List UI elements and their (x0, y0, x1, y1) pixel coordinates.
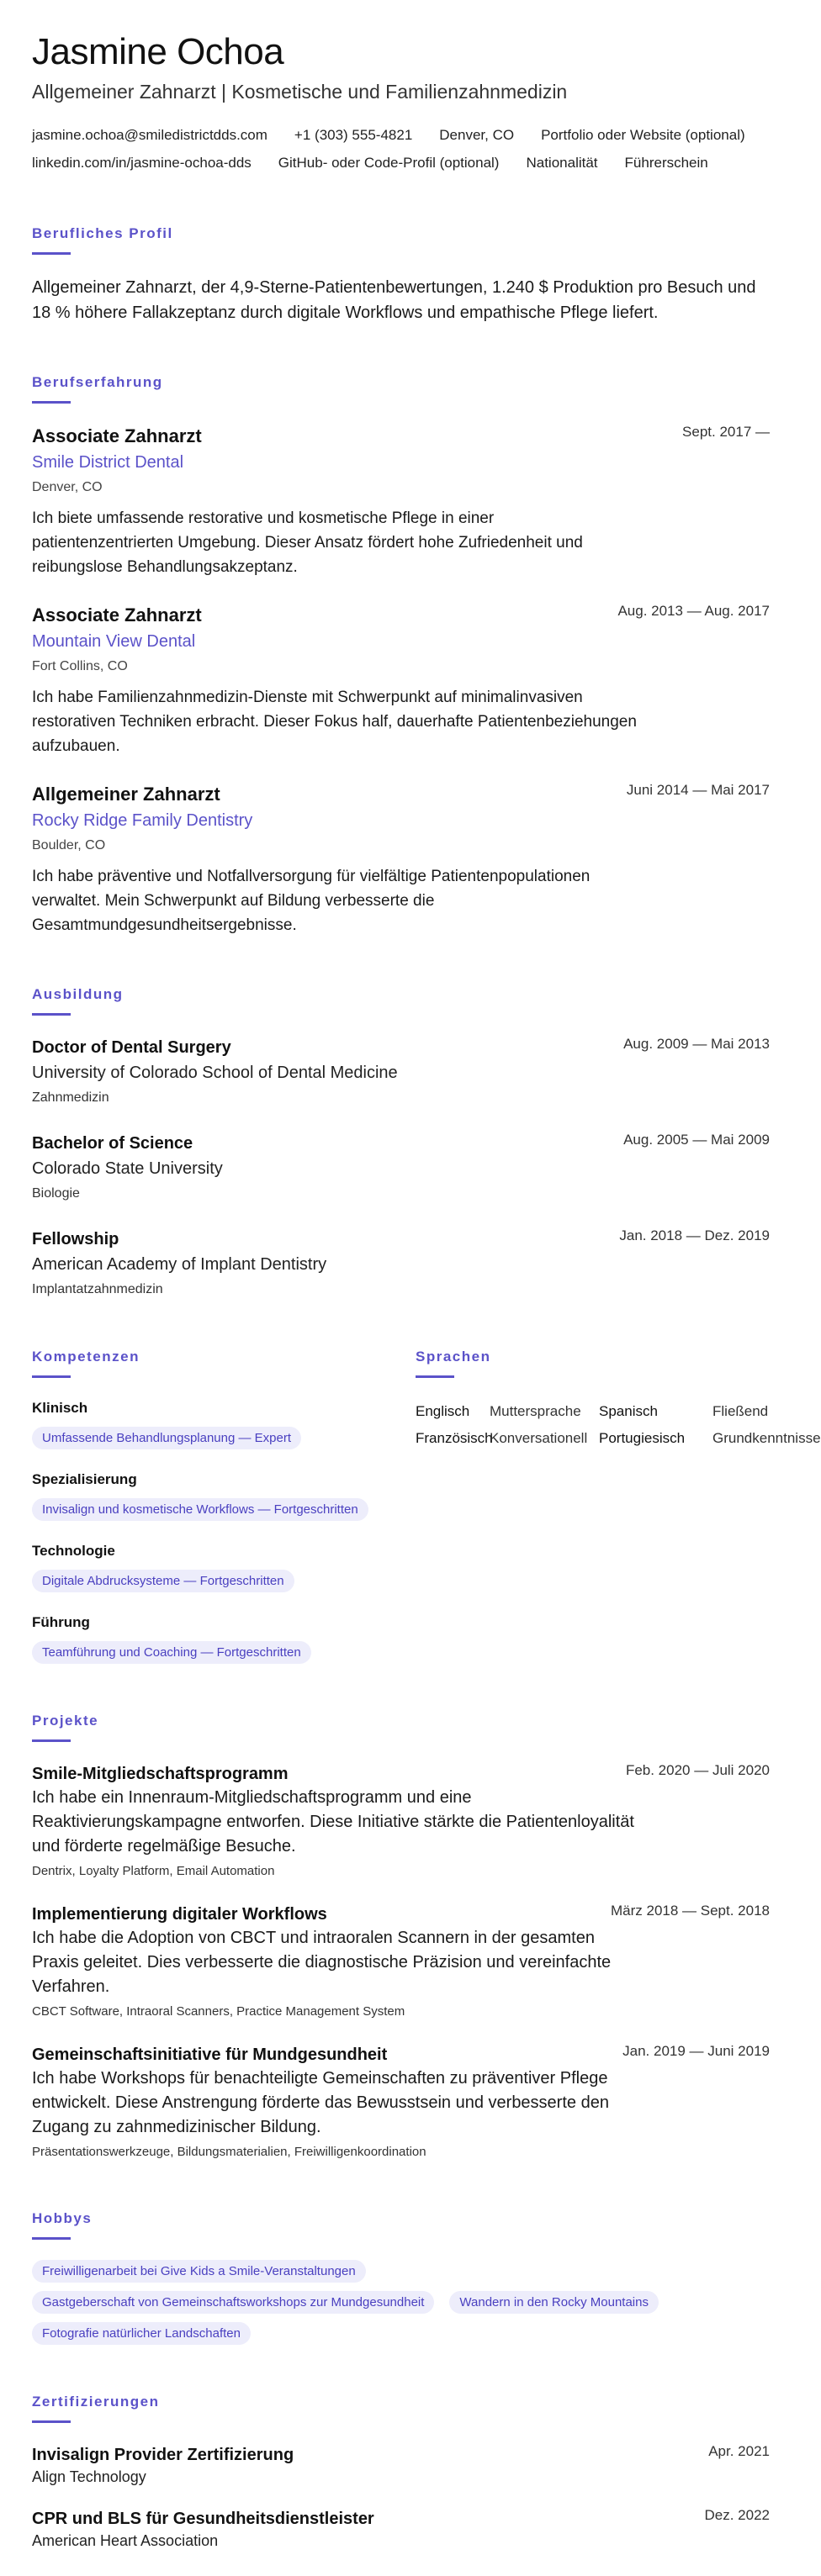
language-name: Portugiesisch (599, 1430, 686, 1446)
project-title: Smile-Mitgliedschaftsprogramm (32, 1765, 289, 1783)
section-divider (416, 1375, 454, 1378)
skills-section (32, 1349, 416, 1664)
job-description: Ich habe präventive und Notfallversorgung für vielfältige Patientenpopulationen verwaltet. Mein Schwerpunkt auf Bildung verbesserte die Gesamtmundgesundheitsergebnisse. (32, 868, 591, 934)
experience-dates: Juni 2014 — Mai 2017 (626, 782, 770, 798)
language-level: Muttersprache (490, 1403, 581, 1419)
candidate-headline: Allgemeiner Zahnarzt | Kosmetische und Familienzahnmedizin (32, 81, 568, 103)
job-title: Associate Zahnarzt (32, 425, 202, 446)
language-name: Spanisch (599, 1403, 658, 1419)
contact-location: Denver, CO (439, 127, 515, 143)
section-title: Berufserfahrung (32, 374, 163, 390)
experience-entry (32, 603, 770, 758)
skills-languages-row (32, 1349, 821, 1664)
contact-info (32, 121, 770, 177)
languages-list (416, 1398, 821, 1452)
job-location: Denver, CO (32, 480, 103, 494)
hobby-list (32, 2260, 705, 2345)
experience-section (32, 374, 770, 937)
profile-summary: Allgemeiner Zahnarzt, der 4,9-Sterne-Patientenbewertungen, 1.240 $ Produktion pro Besuch und 18 % höhere Fallakzeptanz durch digitale Workflows und empathische Pflege liefert. (32, 278, 756, 322)
job-title: Allgemeiner Zahnarzt (32, 784, 220, 805)
project-dates: Feb. 2020 — Juli 2020 (625, 1762, 770, 1778)
skill-group-title: Technologie (32, 1543, 115, 1559)
language-level: Konversationell (490, 1430, 588, 1446)
company-name: Smile District Dental (32, 453, 184, 472)
project-tools: CBCT Software, Intraoral Scanners, Practice Management System (32, 2004, 405, 2019)
hobby-chip: Gastgeberschaft von Gemeinschaftsworkshops zur Mundgesundheit (32, 2291, 434, 2314)
contact-portfolio[interactable]: Portfolio oder Website (optional) (541, 127, 745, 143)
section-title: Ausbildung (32, 986, 124, 1002)
project-description: Ich habe die Adoption von CBCT und intraoralen Scannern in der gesamten Praxis geleitet. Dies verbesserte die diagnostische Präzision und vereinfachte Verfahren. (32, 1929, 612, 1996)
degree-name: Doctor of Dental Surgery (32, 1038, 231, 1057)
experience-entry (32, 424, 770, 579)
company-name: Mountain View Dental (32, 632, 196, 651)
project-description: Ich habe Workshops für benachteiligte Gemeinschaften zu präventiver Pflege entwickelt. Diese Anstrengung förderte das Bewusstsein und verbesserte den Zugang zu zahnmedizinischer Bildung. (32, 2069, 609, 2136)
section-title: Kompetenzen (32, 1349, 140, 1365)
project-dates: März 2018 — Sept. 2018 (610, 1903, 770, 1919)
project-title: Gemeinschaftsinitiative für Mundgesundheit (32, 2045, 388, 2064)
skill-chip: Teamführung und Coaching — Fortgeschritten (32, 1641, 311, 1664)
education-entry (32, 1227, 770, 1300)
contact-linkedin[interactable]: linkedin.com/in/jasmine-ochoa-dds (32, 155, 252, 171)
certifications-section (32, 2394, 770, 2551)
project-entry (32, 1903, 770, 2021)
degree-name: Bachelor of Science (32, 1134, 193, 1153)
skill-group-title: Klinisch (32, 1400, 88, 1416)
study-field: Biologie (32, 1186, 80, 1201)
contact-row (32, 149, 770, 177)
certification-entry (32, 2443, 770, 2487)
certification-entry (32, 2507, 770, 2551)
section-divider (32, 1013, 71, 1016)
job-title: Associate Zahnarzt (32, 604, 202, 626)
resume-header (32, 30, 770, 177)
school-name: University of Colorado School of Dental Medicine (32, 1064, 398, 1082)
experience-dates: Aug. 2013 — Aug. 2017 (617, 603, 770, 619)
contact-nationality: Nationalität (526, 155, 598, 171)
skill-group (32, 1541, 416, 1592)
project-entry (32, 2043, 770, 2162)
job-description: Ich biete umfassende restorative und kosmetische Pflege in einer patientenzentrierten Umgebung. Dieser Ansatz fördert hohe Zufriedenheit und reibungslose Behandlungsakzeptanz. (32, 509, 583, 576)
certification-date: Dez. 2022 (704, 2507, 770, 2523)
section-title: Berufliches Profil (32, 225, 173, 241)
contact-row (32, 121, 770, 149)
project-dates: Jan. 2019 — Juni 2019 (622, 2043, 770, 2059)
contact-license: Führerschein (624, 155, 708, 171)
hobby-chip: Freiwilligenarbeit bei Give Kids a Smile-Veranstaltungen (32, 2260, 366, 2283)
project-tools: Dentrix, Loyalty Platform, Email Automation (32, 1864, 275, 1878)
contact-phone[interactable]: +1 (303) 555-4821 (294, 127, 413, 143)
project-entry (32, 1762, 770, 1881)
certification-issuer: American Heart Association (32, 2532, 219, 2549)
candidate-name: Jasmine Ochoa (32, 31, 284, 72)
language-level: Fließend (712, 1403, 769, 1419)
education-section (32, 986, 770, 1300)
profile-section (32, 225, 770, 325)
study-field: Zahnmedizin (32, 1090, 109, 1105)
degree-name: Fellowship (32, 1230, 119, 1248)
skill-chip: Umfassende Behandlungsplanung — Expert (32, 1427, 301, 1449)
certification-date: Apr. 2021 (708, 2443, 770, 2459)
certification-title: CPR und BLS für Gesundheitsdienstleister (32, 2510, 374, 2528)
skill-group (32, 1470, 416, 1521)
section-title: Hobbys (32, 2210, 93, 2226)
section-divider (32, 1739, 71, 1742)
section-title: Sprachen (416, 1349, 491, 1365)
projects-section (32, 1713, 770, 2162)
skill-group-title: Führung (32, 1614, 90, 1630)
skill-chip: Digitale Abdrucksysteme — Fortgeschritten (32, 1570, 294, 1592)
experience-entry (32, 782, 770, 937)
section-divider (32, 2237, 71, 2240)
education-dates: Aug. 2005 — Mai 2009 (623, 1132, 770, 1148)
language-name: Französisch (416, 1430, 493, 1446)
school-name: Colorado State University (32, 1159, 223, 1178)
skill-group (32, 1398, 416, 1449)
job-location: Boulder, CO (32, 838, 106, 853)
project-description: Ich habe ein Innenraum-Mitgliedschaftsprogramm und eine Reaktivierungskampagne entworfen. Diese Initiative stärkte die Patientenloyalität und förderte regelmäßige Besuche. (32, 1788, 634, 1855)
skill-group-title: Spezialisierung (32, 1471, 137, 1487)
skill-chip: Invisalign und kosmetische Workflows — Fortgeschritten (32, 1498, 368, 1521)
study-field: Implantatzahnmedizin (32, 1282, 163, 1296)
job-location: Fort Collins, CO (32, 659, 128, 673)
section-divider (32, 2420, 71, 2423)
contact-email[interactable]: jasmine.ochoa@smiledistrictdds.com (32, 127, 267, 143)
education-entry (32, 1036, 770, 1108)
experience-dates: Sept. 2017 — (682, 424, 770, 440)
hobby-chip: Wandern in den Rocky Mountains (449, 2291, 659, 2314)
section-divider (32, 401, 71, 404)
section-title: Projekte (32, 1713, 99, 1729)
skill-group (32, 1613, 416, 1664)
school-name: American Academy of Implant Dentistry (32, 1255, 327, 1274)
education-dates: Aug. 2009 — Mai 2013 (623, 1036, 770, 1052)
project-title: Implementierung digitaler Workflows (32, 1905, 327, 1924)
languages-section (416, 1349, 821, 1664)
company-name: Rocky Ridge Family Dentistry (32, 811, 253, 830)
certification-title: Invisalign Provider Zertifizierung (32, 2446, 294, 2464)
section-title: Zertifizierungen (32, 2394, 160, 2410)
contact-github[interactable]: GitHub- oder Code-Profil (optional) (278, 155, 500, 171)
education-entry (32, 1132, 770, 1204)
job-description: Ich habe Familienzahnmedizin-Dienste mit Schwerpunkt auf minimalinvasiven restorativen Techniken erbracht. Dieser Fokus half, dauerhafte Patientenbeziehungen aufzubauen. (32, 689, 637, 755)
section-divider (32, 1375, 71, 1378)
project-tools: Präsentationswerkzeuge, Bildungsmaterialien, Freiwilligenkoordination (32, 2145, 426, 2159)
education-dates: Jan. 2018 — Dez. 2019 (619, 1227, 770, 1243)
section-divider (32, 252, 71, 255)
language-name: Englisch (416, 1403, 470, 1419)
certification-issuer: Align Technology (32, 2468, 146, 2485)
hobby-chip: Fotografie natürlicher Landschaften (32, 2322, 251, 2345)
hobbies-section (32, 2210, 770, 2345)
language-level: Grundkenntnisse (712, 1430, 821, 1446)
